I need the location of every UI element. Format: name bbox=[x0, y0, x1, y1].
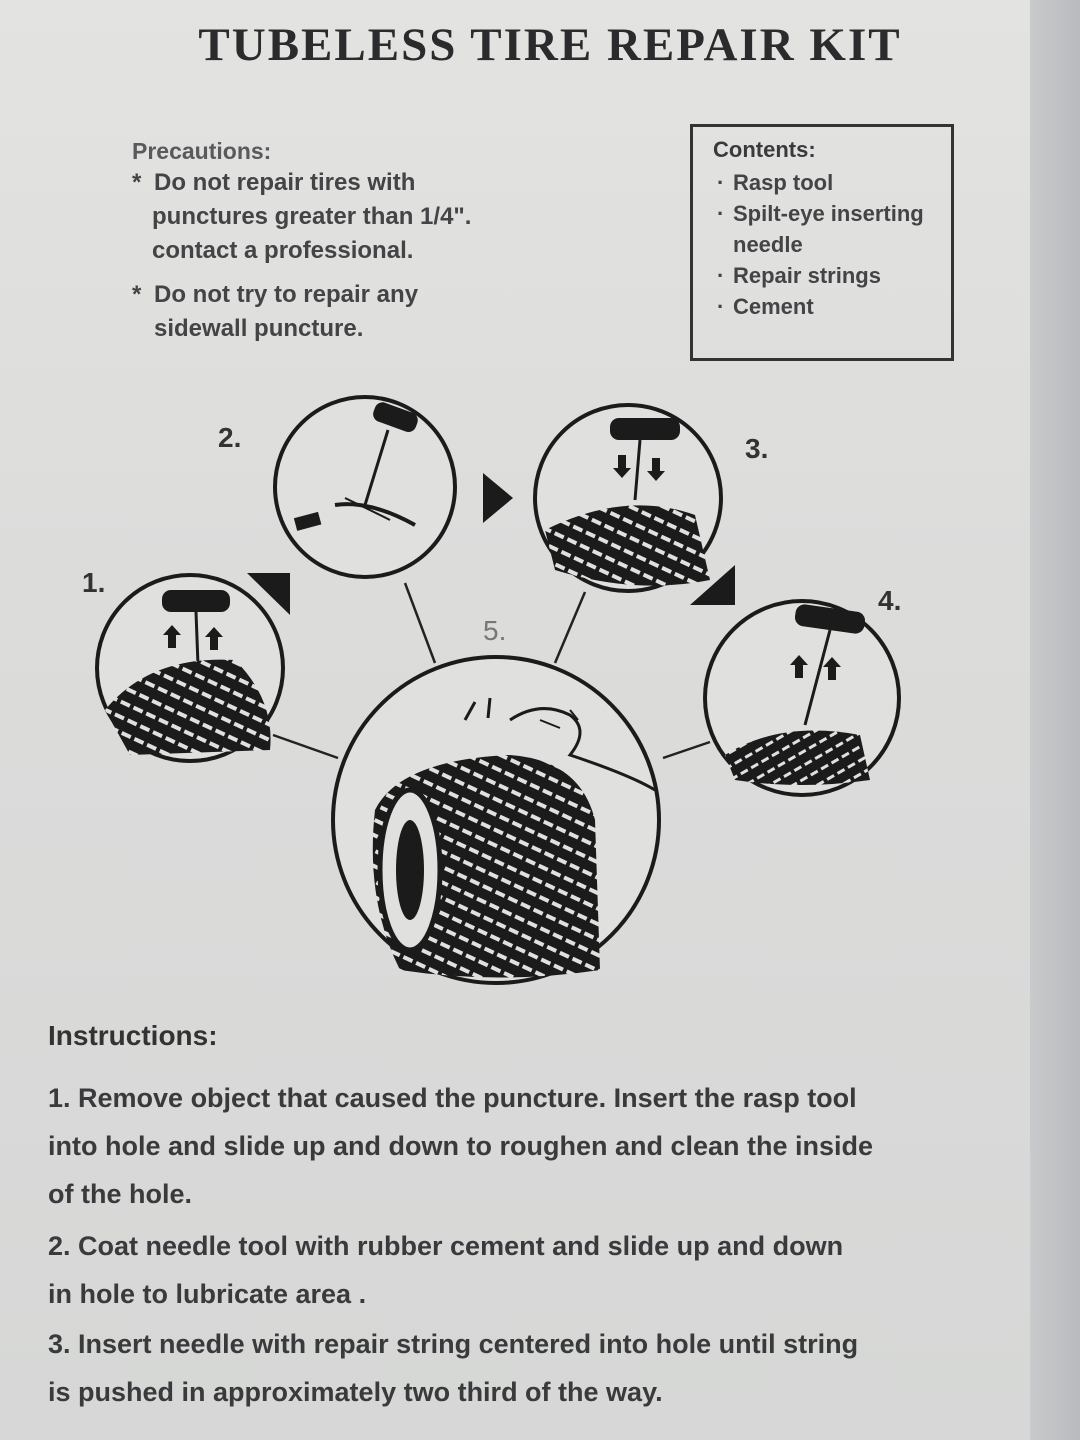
contents-item: · Cement bbox=[717, 291, 924, 322]
instructions-heading: Instructions: bbox=[48, 1020, 218, 1051]
contents-item: · Rasp tool bbox=[717, 167, 924, 198]
contents-item: · Spilt-eye inserting bbox=[717, 198, 924, 229]
precaution-item: * Do not try to repair any sidewall puncture. bbox=[132, 278, 418, 346]
star-bullet-icon: * bbox=[132, 281, 142, 308]
bullet-icon: · bbox=[717, 263, 725, 288]
bullet-icon: · bbox=[717, 201, 725, 226]
page-title: TUBELESS TIRE REPAIR KIT bbox=[198, 19, 902, 71]
step-4-circle bbox=[705, 601, 899, 795]
contents-box bbox=[690, 124, 954, 361]
precautions-heading: Precautions: bbox=[132, 138, 272, 164]
instruction-step-2: 2. Coat needle tool with rubber cement and slide up and down in hole to lubricate area . bbox=[48, 1231, 844, 1309]
step-number-4: 4. bbox=[878, 585, 902, 616]
precaution-item: * Do not repair tires with punctures greater than 1/4". contact a professional. bbox=[132, 166, 471, 268]
step-number-2: 2. bbox=[218, 422, 242, 453]
sheet-edge-background bbox=[1030, 0, 1080, 1440]
instruction-step-1: 1. Remove object that caused the puncture. Insert the rasp tool into hole and slide up and down to roughen and clean the inside of the hole. bbox=[48, 1083, 874, 1209]
repair-steps-diagram bbox=[70, 380, 950, 990]
star-bullet-icon: * bbox=[132, 169, 142, 196]
step-3-circle bbox=[535, 405, 721, 591]
contents-list bbox=[717, 167, 924, 322]
step-5-circle bbox=[333, 657, 659, 983]
contents-heading: Contents: bbox=[713, 137, 816, 162]
instruction-step-3: 3. Insert needle with repair string centered into hole until string is pushed in approximately two third of the way. bbox=[48, 1329, 859, 1407]
step-2-circle bbox=[275, 397, 455, 577]
bullet-icon: · bbox=[717, 294, 725, 319]
step-number-1: 1. bbox=[82, 567, 106, 598]
bullet-icon: · bbox=[717, 170, 725, 195]
contents-item: · Repair strings bbox=[717, 260, 924, 291]
contents-item-continuation: needle bbox=[733, 232, 803, 257]
step-number-3: 3. bbox=[745, 433, 769, 464]
step-1-circle bbox=[97, 575, 283, 761]
step-number-5: 5. bbox=[483, 615, 507, 646]
